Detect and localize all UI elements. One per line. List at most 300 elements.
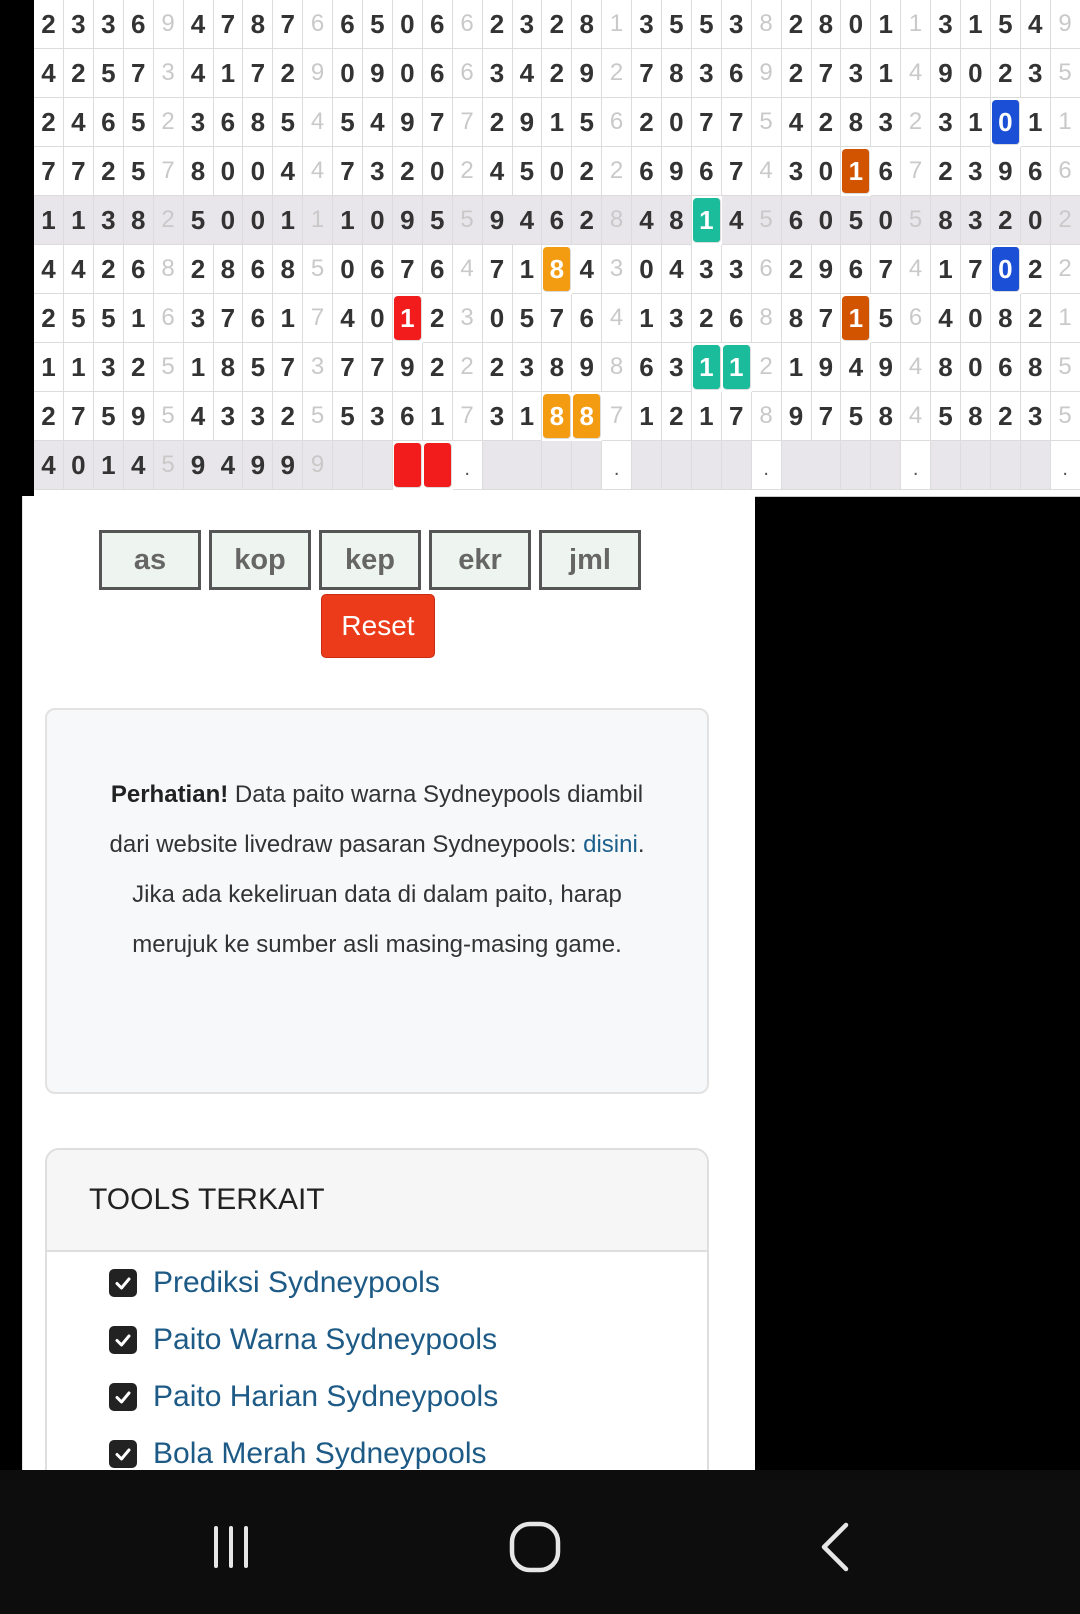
paito-separator-cell[interactable]: . <box>901 441 931 490</box>
paito-cell[interactable]: 8 <box>542 343 572 392</box>
paito-cell[interactable] <box>363 441 393 490</box>
paito-cell[interactable]: 7 <box>722 392 752 441</box>
paito-separator-cell[interactable]: 7 <box>602 392 632 441</box>
paito-cell[interactable]: 4 <box>273 147 303 196</box>
paito-cell[interactable]: 0 <box>363 294 393 343</box>
paito-cell[interactable]: 3 <box>483 49 513 98</box>
paito-cell[interactable]: 3 <box>94 343 124 392</box>
reset-button[interactable]: Reset <box>321 594 435 658</box>
paito-cell[interactable]: 2 <box>991 392 1021 441</box>
paito-cell[interactable] <box>871 441 901 490</box>
paito-cell[interactable]: 3 <box>961 147 991 196</box>
paito-cell[interactable]: 7 <box>273 343 303 392</box>
paito-cell[interactable]: 8 <box>841 98 871 147</box>
as-button[interactable]: as <box>99 530 201 590</box>
back-button[interactable] <box>802 1512 872 1582</box>
paito-cell[interactable]: 1 <box>871 0 901 49</box>
paito-cell[interactable]: 0 <box>662 98 692 147</box>
paito-cell[interactable]: 3 <box>722 245 752 294</box>
paito-cell[interactable]: 7 <box>124 49 154 98</box>
paito-separator-cell[interactable]: 2 <box>154 98 184 147</box>
paito-separator-cell[interactable]: 2 <box>602 147 632 196</box>
paito-cell[interactable]: 4 <box>363 98 393 147</box>
paito-cell[interactable]: 1 <box>333 196 363 245</box>
paito-cell[interactable]: 8 <box>961 392 991 441</box>
paito-cell[interactable]: 9 <box>393 98 423 147</box>
paito-cell[interactable]: 7 <box>483 245 513 294</box>
paito-cell[interactable]: 5 <box>871 294 901 343</box>
paito-cell[interactable]: 4 <box>184 49 214 98</box>
paito-cell[interactable]: 3 <box>94 196 124 245</box>
paito-cell[interactable]: 7 <box>333 147 363 196</box>
paito-cell[interactable] <box>632 441 662 490</box>
paito-cell[interactable]: 8 <box>243 98 273 147</box>
paito-cell[interactable]: 0 <box>213 147 243 196</box>
paito-cell[interactable]: 2 <box>991 49 1021 98</box>
paito-cell[interactable] <box>394 443 422 488</box>
paito-separator-cell[interactable]: 8 <box>154 245 184 294</box>
paito-cell[interactable]: 8 <box>1021 343 1051 392</box>
paito-cell[interactable]: 9 <box>991 147 1021 196</box>
paito-separator-cell[interactable]: 6 <box>453 0 483 49</box>
paito-cell[interactable]: 1 <box>542 98 572 147</box>
paito-cell[interactable] <box>841 441 871 490</box>
paito-cell[interactable]: 9 <box>572 343 602 392</box>
paito-cell[interactable]: 4 <box>184 392 214 441</box>
paito-separator-cell[interactable]: 2 <box>901 98 931 147</box>
paito-cell[interactable]: 5 <box>931 392 961 441</box>
paito-cell[interactable]: 3 <box>632 0 662 49</box>
paito-cell[interactable]: 6 <box>243 245 273 294</box>
paito-separator-cell[interactable]: 4 <box>752 147 782 196</box>
paito-separator-cell[interactable]: 1 <box>303 196 333 245</box>
paito-cell[interactable]: 2 <box>632 98 662 147</box>
paito-cell[interactable]: 8 <box>543 394 571 439</box>
paito-cell[interactable]: 9 <box>393 196 423 245</box>
paito-separator-cell[interactable]: 4 <box>303 147 333 196</box>
paito-cell[interactable] <box>931 441 961 490</box>
paito-cell[interactable]: 9 <box>273 441 303 490</box>
paito-cell[interactable]: 6 <box>94 98 124 147</box>
paito-cell[interactable]: 6 <box>213 98 243 147</box>
paito-cell[interactable]: 7 <box>363 343 393 392</box>
tool-link-paito-harian[interactable] <box>47 1368 707 1425</box>
paito-separator-cell[interactable]: 2 <box>453 343 483 392</box>
paito-cell[interactable]: 7 <box>961 245 991 294</box>
paito-cell[interactable]: 9 <box>572 49 602 98</box>
paito-separator-cell[interactable]: 1 <box>1051 294 1080 343</box>
tool-link-paito-warna[interactable] <box>47 1311 707 1368</box>
paito-cell[interactable]: 8 <box>213 343 243 392</box>
paito-cell[interactable]: 6 <box>722 294 752 343</box>
paito-cell[interactable]: 0 <box>542 147 572 196</box>
paito-cell[interactable]: 1 <box>273 196 303 245</box>
tool-link-prediksi[interactable] <box>47 1254 707 1311</box>
paito-cell[interactable] <box>333 441 363 490</box>
paito-cell[interactable]: 5 <box>64 294 94 343</box>
paito-cell[interactable]: 4 <box>64 245 94 294</box>
paito-separator-cell[interactable]: 5 <box>1051 343 1080 392</box>
tool-link-label[interactable]: Paito Warna Sydneypools <box>153 1322 498 1356</box>
paito-cell[interactable]: 0 <box>243 196 273 245</box>
paito-cell[interactable]: 1 <box>871 49 901 98</box>
paito-cell[interactable]: 1 <box>1021 98 1051 147</box>
paito-cell[interactable]: 8 <box>662 196 692 245</box>
paito-cell[interactable]: 2 <box>184 245 214 294</box>
paito-cell[interactable]: 3 <box>512 0 542 49</box>
paito-cell[interactable]: 0 <box>841 0 871 49</box>
paito-cell[interactable]: 1 <box>961 0 991 49</box>
paito-cell[interactable]: 2 <box>94 245 124 294</box>
paito-cell[interactable]: 3 <box>662 343 692 392</box>
paito-cell[interactable] <box>991 441 1021 490</box>
paito-separator-cell[interactable]: 8 <box>752 0 782 49</box>
paito-cell[interactable]: 7 <box>64 392 94 441</box>
paito-separator-cell[interactable]: 3 <box>453 294 483 343</box>
paito-cell[interactable]: 3 <box>243 392 273 441</box>
paito-cell[interactable] <box>483 441 513 490</box>
paito-cell[interactable]: 1 <box>931 245 961 294</box>
paito-separator-cell[interactable]: 3 <box>303 343 333 392</box>
paito-cell[interactable]: 0 <box>992 100 1020 145</box>
paito-separator-cell[interactable]: 1 <box>901 0 931 49</box>
paito-cell[interactable]: 1 <box>64 196 94 245</box>
paito-cell[interactable]: 2 <box>483 0 513 49</box>
paito-cell[interactable] <box>722 441 752 490</box>
paito-separator-cell[interactable]: 5 <box>453 196 483 245</box>
paito-cell[interactable]: 2 <box>662 392 692 441</box>
paito-separator-cell[interactable]: 2 <box>154 196 184 245</box>
paito-cell[interactable]: 3 <box>363 392 393 441</box>
paito-cell[interactable]: 9 <box>871 343 901 392</box>
paito-separator-cell[interactable]: 4 <box>453 245 483 294</box>
paito-cell[interactable]: 1 <box>34 343 64 392</box>
paito-separator-cell[interactable]: . <box>602 441 632 490</box>
paito-cell[interactable]: 9 <box>483 196 513 245</box>
paito-cell[interactable]: 0 <box>992 247 1020 292</box>
paito-separator-cell[interactable]: 9 <box>752 49 782 98</box>
paito-cell[interactable]: 5 <box>662 0 692 49</box>
paito-separator-cell[interactable]: 5 <box>303 245 333 294</box>
paito-cell[interactable] <box>424 443 452 488</box>
paito-separator-cell[interactable]: 6 <box>602 98 632 147</box>
paito-cell[interactable]: 0 <box>871 196 901 245</box>
paito-cell[interactable]: 2 <box>483 343 513 392</box>
paito-separator-cell[interactable]: 2 <box>752 343 782 392</box>
paito-cell[interactable]: 6 <box>1021 147 1051 196</box>
paito-cell[interactable]: 1 <box>124 294 154 343</box>
paito-cell[interactable]: 1 <box>184 343 214 392</box>
paito-separator-cell[interactable]: 7 <box>154 147 184 196</box>
paito-cell[interactable]: 7 <box>811 392 841 441</box>
paito-separator-cell[interactable]: 2 <box>1051 196 1080 245</box>
paito-cell[interactable]: 3 <box>1021 49 1051 98</box>
paito-cell[interactable]: 8 <box>273 245 303 294</box>
paito-cell[interactable]: 8 <box>184 147 214 196</box>
recent-apps-button[interactable] <box>196 1512 266 1582</box>
paito-separator-cell[interactable]: 5 <box>154 392 184 441</box>
paito-cell[interactable] <box>961 441 991 490</box>
paito-cell[interactable]: 1 <box>94 441 124 490</box>
paito-cell[interactable]: 2 <box>811 98 841 147</box>
paito-cell[interactable] <box>662 441 692 490</box>
paito-cell[interactable]: 1 <box>34 196 64 245</box>
kop-button[interactable]: kop <box>209 530 311 590</box>
paito-separator-cell[interactable]: . <box>752 441 782 490</box>
paito-cell[interactable]: 4 <box>483 147 513 196</box>
paito-cell[interactable]: 3 <box>64 0 94 49</box>
paito-cell[interactable]: 7 <box>213 294 243 343</box>
paito-cell[interactable]: 3 <box>871 98 901 147</box>
paito-cell[interactable]: 3 <box>841 49 871 98</box>
paito-cell[interactable] <box>572 441 602 490</box>
paito-cell[interactable] <box>542 441 572 490</box>
paito-cell[interactable]: 6 <box>333 0 363 49</box>
paito-cell[interactable]: 1 <box>632 392 662 441</box>
paito-cell[interactable]: 9 <box>782 392 812 441</box>
paito-separator-cell[interactable]: 9 <box>154 0 184 49</box>
paito-cell[interactable]: 2 <box>692 294 722 343</box>
paito-cell[interactable]: 8 <box>543 247 571 292</box>
paito-cell[interactable]: 5 <box>333 98 363 147</box>
paito-separator-cell[interactable]: 4 <box>303 98 333 147</box>
paito-cell[interactable]: 2 <box>1021 294 1051 343</box>
paito-cell[interactable]: 5 <box>692 0 722 49</box>
paito-cell[interactable]: 0 <box>961 49 991 98</box>
paito-cell[interactable]: 3 <box>692 245 722 294</box>
paito-cell[interactable]: 6 <box>572 294 602 343</box>
paito-cell[interactable]: 7 <box>542 294 572 343</box>
paito-cell[interactable]: 7 <box>213 0 243 49</box>
paito-cell[interactable]: 2 <box>34 98 64 147</box>
paito-separator-cell[interactable]: 9 <box>303 49 333 98</box>
paito-cell[interactable]: 0 <box>393 0 423 49</box>
paito-separator-cell[interactable]: 6 <box>752 245 782 294</box>
paito-cell[interactable]: 1 <box>961 98 991 147</box>
paito-cell[interactable]: 0 <box>811 196 841 245</box>
paito-cell[interactable]: 8 <box>931 343 961 392</box>
paito-cell[interactable]: 2 <box>34 0 64 49</box>
paito-cell[interactable]: 7 <box>34 147 64 196</box>
paito-cell[interactable]: 9 <box>243 441 273 490</box>
paito-separator-cell[interactable]: 5 <box>154 343 184 392</box>
paito-cell[interactable]: 6 <box>243 294 273 343</box>
paito-separator-cell[interactable]: 3 <box>154 49 184 98</box>
paito-cell[interactable]: 1 <box>213 49 243 98</box>
paito-cell[interactable]: 5 <box>991 0 1021 49</box>
paito-cell[interactable]: 4 <box>662 245 692 294</box>
paito-cell[interactable]: 4 <box>512 196 542 245</box>
paito-cell[interactable]: 5 <box>124 147 154 196</box>
paito-cell[interactable]: 8 <box>124 196 154 245</box>
paito-cell[interactable]: 6 <box>423 49 453 98</box>
paito-cell[interactable]: 4 <box>931 294 961 343</box>
paito-cell[interactable]: 4 <box>213 441 243 490</box>
paito-cell[interactable]: 3 <box>692 49 722 98</box>
jml-button[interactable]: jml <box>539 530 641 590</box>
paito-cell[interactable]: 9 <box>662 147 692 196</box>
paito-cell[interactable]: 3 <box>1021 392 1051 441</box>
paito-cell[interactable]: 2 <box>782 0 812 49</box>
paito-cell[interactable]: 7 <box>423 98 453 147</box>
paito-cell[interactable]: 6 <box>124 0 154 49</box>
paito-cell[interactable]: 1 <box>842 149 870 194</box>
paito-cell[interactable]: 2 <box>991 196 1021 245</box>
paito-cell[interactable]: 5 <box>841 196 871 245</box>
paito-cell[interactable]: 2 <box>542 0 572 49</box>
paito-separator-cell[interactable]: 6 <box>1051 147 1080 196</box>
paito-separator-cell[interactable]: 4 <box>901 392 931 441</box>
paito-cell[interactable]: 7 <box>393 245 423 294</box>
paito-cell[interactable]: 3 <box>931 98 961 147</box>
paito-cell[interactable]: 7 <box>692 98 722 147</box>
paito-cell[interactable]: 0 <box>213 196 243 245</box>
paito-cell[interactable]: 3 <box>184 98 214 147</box>
paito-cell[interactable]: 2 <box>423 294 453 343</box>
paito-cell[interactable]: 7 <box>722 98 752 147</box>
paito-cell[interactable]: 5 <box>333 392 363 441</box>
paito-cell[interactable]: 6 <box>692 147 722 196</box>
paito-cell[interactable]: 8 <box>662 49 692 98</box>
paito-cell[interactable]: 6 <box>542 196 572 245</box>
paito-cell[interactable]: 6 <box>632 343 662 392</box>
paito-cell[interactable]: 3 <box>184 294 214 343</box>
paito-cell[interactable]: 7 <box>722 147 752 196</box>
paito-separator-cell[interactable]: 6 <box>901 294 931 343</box>
paito-cell[interactable]: 0 <box>363 196 393 245</box>
paito-cell[interactable]: 2 <box>64 49 94 98</box>
paito-cell[interactable]: 5 <box>572 98 602 147</box>
paito-cell[interactable]: 2 <box>1021 245 1051 294</box>
paito-cell[interactable]: 3 <box>961 196 991 245</box>
paito-cell[interactable]: 5 <box>243 343 273 392</box>
paito-cell[interactable]: 4 <box>632 196 662 245</box>
paito-cell[interactable]: 2 <box>124 343 154 392</box>
paito-cell[interactable]: 4 <box>1021 0 1051 49</box>
paito-cell[interactable]: 4 <box>782 98 812 147</box>
paito-separator-cell[interactable]: 4 <box>901 245 931 294</box>
paito-cell[interactable]: 7 <box>273 0 303 49</box>
paito-cell[interactable] <box>811 441 841 490</box>
paito-cell[interactable]: 4 <box>34 49 64 98</box>
paito-separator-cell[interactable]: 4 <box>602 294 632 343</box>
paito-cell[interactable]: 5 <box>423 196 453 245</box>
paito-cell[interactable]: 1 <box>842 296 870 341</box>
paito-cell[interactable]: 0 <box>393 49 423 98</box>
home-button[interactable] <box>500 1512 570 1582</box>
paito-cell[interactable]: 2 <box>273 392 303 441</box>
paito-cell[interactable]: 3 <box>213 392 243 441</box>
paito-separator-cell[interactable]: 6 <box>453 49 483 98</box>
paito-cell[interactable]: 7 <box>871 245 901 294</box>
tool-link-label[interactable]: Prediksi Sydneypools <box>153 1265 440 1299</box>
paito-cell[interactable]: 9 <box>512 98 542 147</box>
paito-separator-cell[interactable]: 8 <box>752 392 782 441</box>
paito-separator-cell[interactable]: 9 <box>1051 0 1080 49</box>
paito-cell[interactable]: 3 <box>363 147 393 196</box>
paito-cell[interactable]: 4 <box>572 245 602 294</box>
paito-cell[interactable]: 2 <box>94 147 124 196</box>
paito-cell[interactable]: 6 <box>393 392 423 441</box>
paito-cell[interactable]: 3 <box>722 0 752 49</box>
paito-separator-cell[interactable]: 5 <box>1051 392 1080 441</box>
paito-cell[interactable]: 5 <box>273 98 303 147</box>
paito-cell[interactable]: 2 <box>273 49 303 98</box>
paito-cell[interactable]: 2 <box>483 98 513 147</box>
paito-cell[interactable]: 5 <box>124 98 154 147</box>
paito-cell[interactable]: 2 <box>572 147 602 196</box>
paito-cell[interactable]: 4 <box>722 196 752 245</box>
paito-cell[interactable]: 0 <box>64 441 94 490</box>
paito-separator-cell[interactable]: 6 <box>154 294 184 343</box>
paito-cell[interactable]: 2 <box>393 147 423 196</box>
paito-cell[interactable]: 8 <box>991 294 1021 343</box>
paito-cell[interactable]: 4 <box>333 294 363 343</box>
paito-cell[interactable]: 0 <box>811 147 841 196</box>
paito-cell[interactable]: 5 <box>841 392 871 441</box>
paito-cell[interactable]: 1 <box>64 343 94 392</box>
paito-cell[interactable]: 1 <box>693 198 721 243</box>
paito-cell[interactable]: 9 <box>124 392 154 441</box>
paito-cell[interactable]: 8 <box>213 245 243 294</box>
paito-separator-cell[interactable]: 1 <box>1051 98 1080 147</box>
paito-cell[interactable]: 3 <box>483 392 513 441</box>
paito-cell[interactable]: 4 <box>34 441 64 490</box>
paito-separator-cell[interactable]: 2 <box>1051 245 1080 294</box>
paito-separator-cell[interactable]: 2 <box>602 49 632 98</box>
paito-cell[interactable]: 9 <box>811 245 841 294</box>
paito-cell[interactable]: 2 <box>34 392 64 441</box>
paito-cell[interactable]: 0 <box>961 294 991 343</box>
paito-cell[interactable]: 6 <box>363 245 393 294</box>
paito-cell[interactable]: 1 <box>782 343 812 392</box>
paito-cell[interactable]: 7 <box>632 49 662 98</box>
paito-separator-cell[interactable]: 5 <box>752 196 782 245</box>
paito-separator-cell[interactable]: 7 <box>303 294 333 343</box>
paito-cell[interactable]: 0 <box>632 245 662 294</box>
paito-cell[interactable]: 4 <box>124 441 154 490</box>
paito-cell[interactable]: 7 <box>64 147 94 196</box>
paito-separator-cell[interactable]: . <box>1051 441 1080 490</box>
paito-cell[interactable]: 3 <box>512 343 542 392</box>
ekr-button[interactable]: ekr <box>429 530 531 590</box>
paito-cell[interactable]: 6 <box>423 0 453 49</box>
paito-cell[interactable]: 8 <box>931 196 961 245</box>
paito-cell[interactable]: 1 <box>423 392 453 441</box>
paito-cell[interactable]: 4 <box>64 98 94 147</box>
paito-separator-cell[interactable]: 5 <box>1051 49 1080 98</box>
paito-cell[interactable]: 1 <box>512 245 542 294</box>
paito-cell[interactable]: 0 <box>423 147 453 196</box>
paito-cell[interactable] <box>512 441 542 490</box>
paito-cell[interactable]: 9 <box>811 343 841 392</box>
paito-cell[interactable]: 1 <box>723 345 751 390</box>
paito-cell[interactable]: 3 <box>931 0 961 49</box>
paito-separator-cell[interactable]: 6 <box>303 0 333 49</box>
paito-cell[interactable]: 1 <box>632 294 662 343</box>
paito-cell[interactable]: 7 <box>811 294 841 343</box>
tool-link-label[interactable]: Bola Merah Sydneypools <box>153 1436 487 1470</box>
paito-cell[interactable]: 0 <box>333 245 363 294</box>
paito-separator-cell[interactable]: 5 <box>154 441 184 490</box>
paito-cell[interactable]: 6 <box>632 147 662 196</box>
paito-cell[interactable]: 7 <box>333 343 363 392</box>
paito-separator-cell[interactable]: 3 <box>602 245 632 294</box>
paito-cell[interactable]: 2 <box>572 196 602 245</box>
paito-cell[interactable]: 9 <box>184 441 214 490</box>
paito-cell[interactable]: 6 <box>722 49 752 98</box>
paito-cell[interactable]: 6 <box>841 245 871 294</box>
